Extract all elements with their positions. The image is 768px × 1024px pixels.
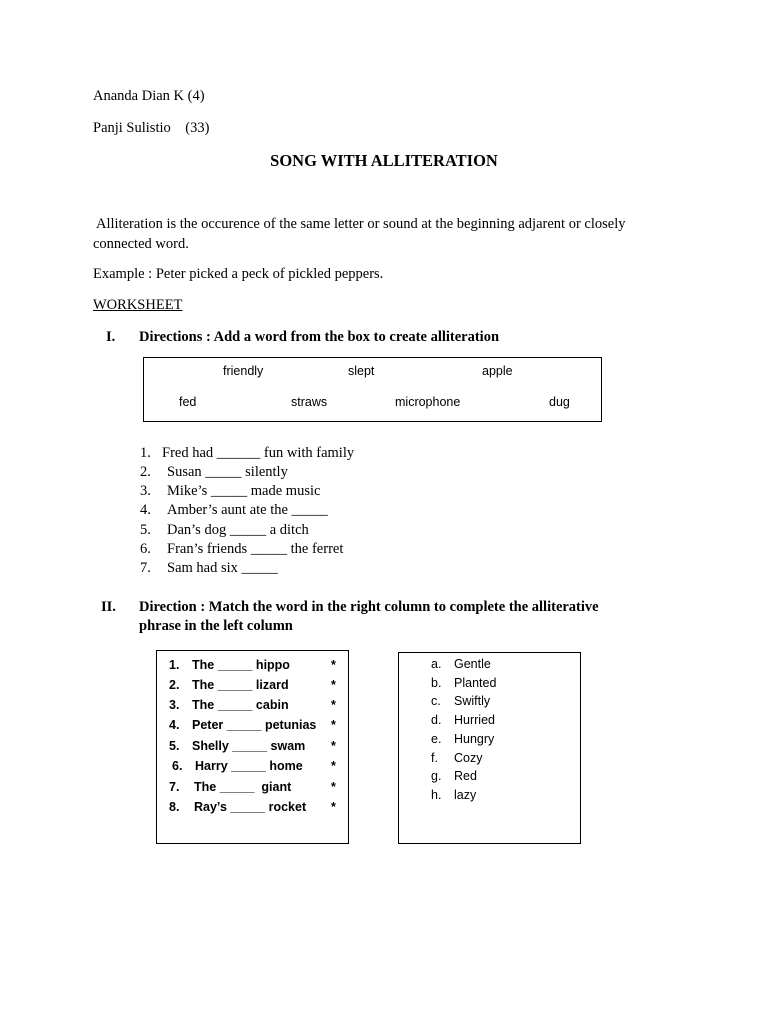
list-item: Susan _____ silently [167, 464, 288, 480]
list-item-number: 7. [140, 560, 151, 576]
list-item: Amber’s aunt ate the _____ [167, 502, 328, 518]
match-star: * [331, 739, 336, 753]
right-column-box [398, 652, 581, 844]
definition-text: Alliteration is the occurence of the same letter or sound at the beginning adjarent or closely connected word. [93, 216, 626, 252]
match-star: * [331, 718, 336, 732]
page-title: SONG WITH ALLITERATION [270, 151, 498, 170]
answer-letter: f. [431, 751, 438, 765]
list-item: Mike’s _____ made music [167, 483, 321, 499]
answer-word: Cozy [454, 751, 483, 765]
match-number: 1. [169, 658, 180, 672]
section1-directions: Directions : Add a word from the box to create alliteration [139, 329, 500, 345]
answer-word: Swiftly [454, 694, 491, 708]
match-star: * [331, 658, 336, 672]
answer-word: lazy [454, 788, 477, 802]
author-line-2: Panji Sulistio (33) [93, 120, 210, 136]
word-box [143, 357, 602, 422]
answer-word: Gentle [454, 657, 491, 671]
match-phrase: The _____ cabin [192, 698, 289, 712]
section2-number: II. [101, 599, 116, 615]
answer-letter: h. [431, 788, 442, 802]
list-item: Fran’s friends _____ the ferret [167, 541, 344, 557]
match-phrase: Ray’s _____ rocket [194, 800, 307, 814]
match-phrase: The _____ giant [194, 780, 292, 794]
answer-letter: b. [431, 676, 442, 690]
match-phrase: Shelly _____ swam [192, 739, 306, 753]
match-phrase: Harry _____ home [195, 759, 303, 773]
list-item-number: 5. [140, 522, 151, 538]
match-star: * [331, 759, 336, 773]
answer-letter: c. [431, 694, 441, 708]
example-text: Example : Peter picked a peck of pickled peppers. [93, 266, 384, 282]
answer-word: Hungry [454, 732, 495, 746]
word-box-item: microphone [395, 395, 461, 409]
list-item-number: 1. [140, 445, 151, 461]
word-box-item: fed [179, 395, 197, 409]
list-item-number: 4. [140, 502, 151, 518]
section1-number: I. [106, 329, 116, 345]
section2-directions-line2: phrase in the left column [139, 618, 293, 634]
word-box-item: apple [482, 364, 513, 378]
match-star: * [331, 780, 336, 794]
word-box-item: slept [348, 364, 375, 378]
match-number: 4. [169, 718, 180, 732]
match-number: 5. [169, 739, 180, 753]
word-box-item: friendly [223, 364, 264, 378]
answer-letter: d. [431, 713, 442, 727]
match-star: * [331, 698, 336, 712]
match-phrase: The _____ hippo [192, 658, 290, 672]
match-number: 7. [169, 780, 180, 794]
word-box-item: dug [549, 395, 570, 409]
list-item-number: 6. [140, 541, 151, 557]
list-item-number: 3. [140, 483, 151, 499]
answer-word: Planted [454, 676, 497, 690]
word-box-item: straws [291, 395, 328, 409]
match-number: 2. [169, 678, 180, 692]
match-number: 8. [169, 800, 180, 814]
match-star: * [331, 800, 336, 814]
answer-word: Red [454, 769, 477, 783]
match-star: * [331, 678, 336, 692]
list-item-number: 2. [140, 464, 151, 480]
list-item: Sam had six _____ [167, 560, 278, 576]
left-column-box [156, 650, 349, 844]
list-item: Fred had ______ fun with family [162, 445, 355, 461]
author-line-1: Ananda Dian K (4) [93, 88, 205, 104]
match-phrase: Peter _____ petunias [192, 718, 317, 732]
answer-letter: a. [431, 657, 442, 671]
list-item: Dan’s dog _____ a ditch [167, 522, 309, 538]
answer-letter: g. [431, 769, 442, 783]
answer-word: Hurried [454, 713, 495, 727]
match-number: 3. [169, 698, 180, 712]
section2-directions-line1: Direction : Match the word in the right column to complete the alliterative [139, 599, 599, 615]
match-phrase: The _____ lizard [192, 678, 289, 692]
match-number: 6. [172, 759, 183, 773]
worksheet-heading: WORKSHEET [93, 297, 183, 313]
answer-letter: e. [431, 732, 442, 746]
